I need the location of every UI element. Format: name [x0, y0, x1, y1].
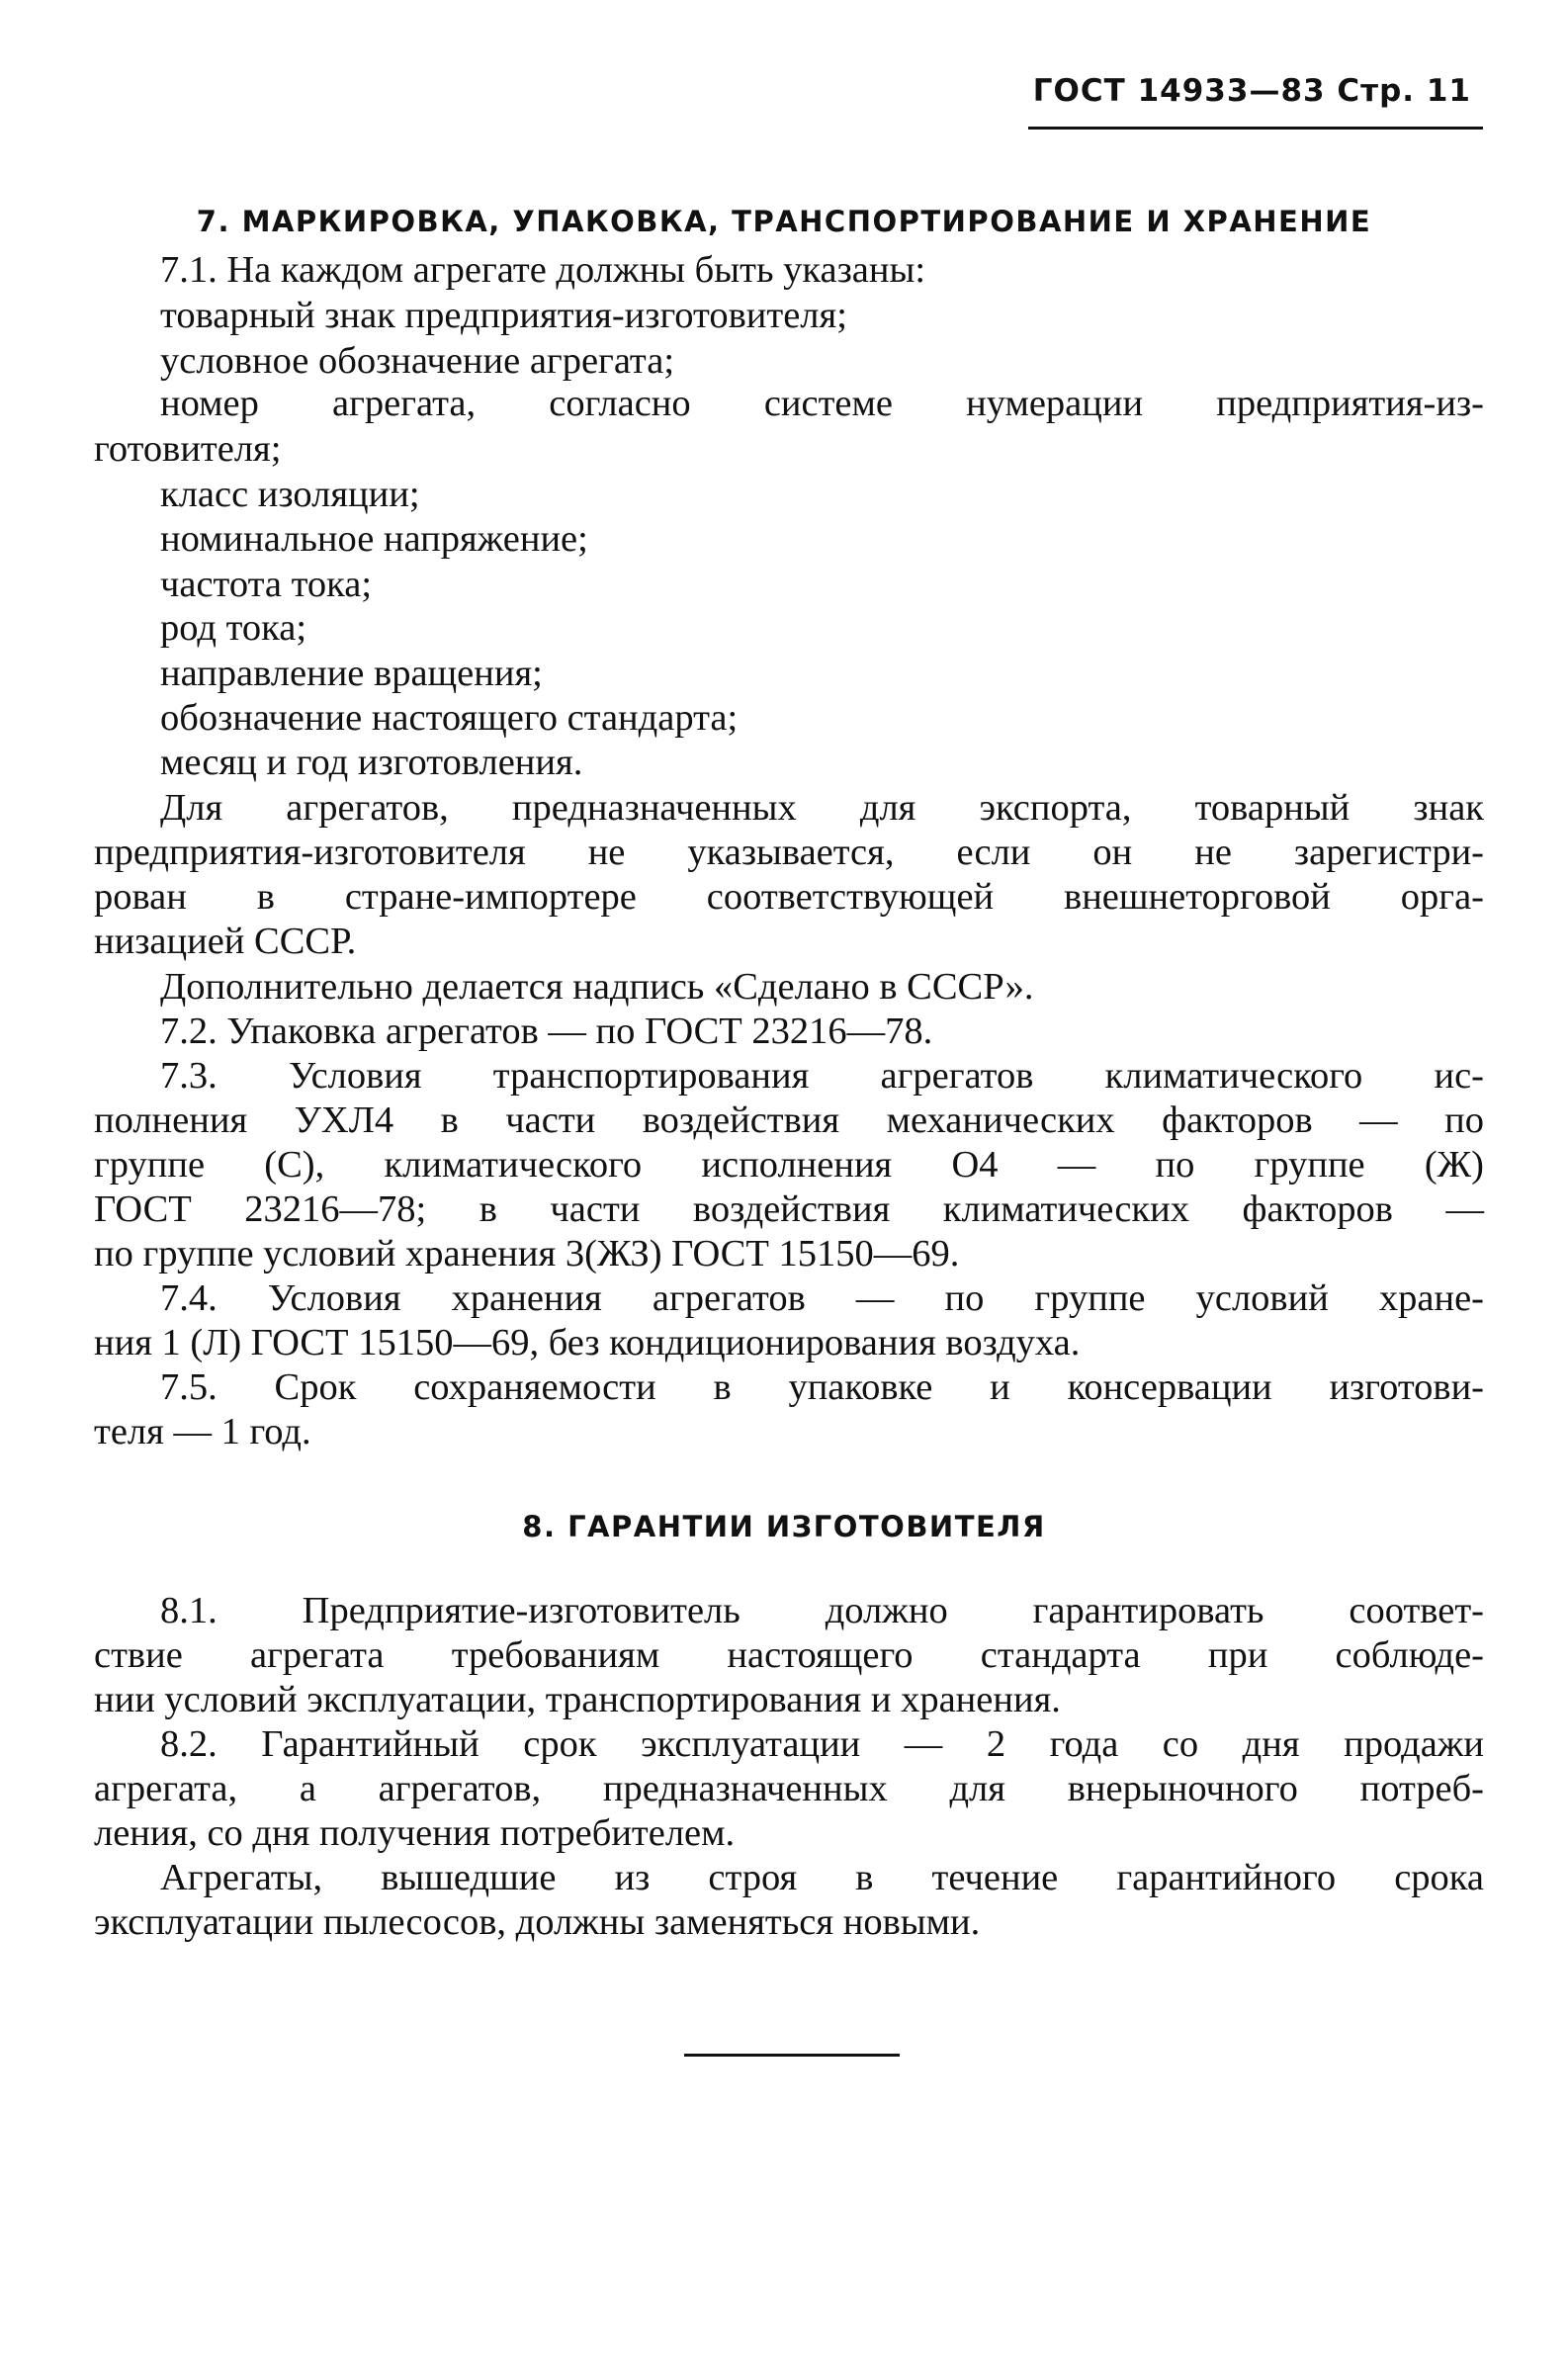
paragraph-7-1-line: 7.1. На каждом агрегате должны быть указаны:: [160, 249, 926, 291]
paragraph-7-3-line: ГОСТ 23216—78; в части воздействия климатических факторов —: [94, 1188, 1484, 1230]
section-8-title: 8. ГАРАНТИИ ИЗГОТОВИТЕЛЯ: [522, 1510, 1046, 1543]
list-item-designation: условное обозначение агрегата;: [160, 340, 675, 382]
paragraph-8-2-line: ления, со дня получения потребителем.: [94, 1812, 736, 1854]
list-item-manufacture-date: месяц и год изготовления.: [160, 742, 583, 783]
list-item-unit-number-cont: готовителя;: [94, 428, 282, 470]
paragraph-7-5-line: теля — 1 год.: [94, 1411, 311, 1452]
list-item-frequency: частота тока;: [160, 564, 373, 605]
list-item-trademark: товарный знак предприятия-изготовителя;: [160, 295, 847, 336]
paragraph-8-2-line: агрегата, а агрегатов, предназначенных для внерыночного потреб-: [94, 1768, 1484, 1809]
paragraph-7-5-line: 7.5. Срок сохраняемости в упаковке и консервации изготови-: [160, 1366, 1484, 1408]
list-item-unit-number: номер агрегата, согласно системе нумерации предприятия-из-: [160, 383, 1484, 424]
paragraph-8-2-line: 8.2. Гарантийный срок эксплуатации — 2 года со дня продажи: [160, 1723, 1484, 1765]
list-item-rotation: направление вращения;: [160, 653, 543, 694]
paragraph-replacement-line: эксплуатации пылесосов, должны заменяться новыми.: [94, 1901, 981, 1943]
paragraph-7-4-line: 7.4. Условия хранения агрегатов — по группе условий хране-: [160, 1277, 1484, 1319]
list-item-standard: обозначение настоящего стандарта;: [160, 697, 739, 739]
list-item-current-type: род тока;: [160, 607, 307, 649]
paragraph-7-2: 7.2. Упаковка агрегатов — по ГОСТ 23216—78.: [160, 1011, 933, 1052]
paragraph-made-in-ussr: Дополнительно делается надпись «Сделано в СССР».: [160, 966, 1034, 1008]
paragraph-export-line: низацией СССР.: [94, 921, 357, 962]
paragraph-export-line: рован в стране-импортере соответствующей внешнеторговой орга-: [94, 876, 1484, 918]
section-7-title: 7. МАРКИРОВКА, УПАКОВКА, ТРАНСПОРТИРОВАНИЕ И ХРАНЕНИЕ: [196, 205, 1372, 238]
header-rule: [1028, 127, 1483, 130]
paragraph-7-4-line: ния 1 (Л) ГОСТ 15150—69, без кондиционирования воздуха.: [94, 1322, 1081, 1363]
paragraph-8-1-line: ствие агрегата требованиям настоящего стандарта при соблюде-: [94, 1634, 1484, 1676]
running-header: ГОСТ 14933—83 Стр. 11: [1032, 73, 1471, 109]
paragraph-8-1-line: нии условий эксплуатации, транспортирования и хранения.: [94, 1679, 1061, 1720]
list-item-insulation-class: класс изоляции;: [160, 474, 420, 515]
paragraph-8-1-line: 8.1. Предприятие-изготовитель должно гарантировать соответ-: [160, 1590, 1484, 1631]
list-item-rated-voltage: номинальное напряжение;: [160, 518, 588, 560]
paragraph-replacement-line: Агрегаты, вышедшие из строя в течение гарантийного срока: [160, 1857, 1484, 1898]
paragraph-7-3-line: группе (С), климатического исполнения О4 — по группе (Ж): [94, 1144, 1484, 1186]
paragraph-export-line: Для агрегатов, предназначенных для экспорта, товарный знак: [160, 787, 1484, 829]
paragraph-export-line: предприятия-изготовителя не указывается, если он не зарегистри-: [94, 832, 1484, 873]
end-of-text-rule: [684, 2054, 900, 2057]
paragraph-7-3-line: полнения УХЛ4 в части воздействия механических факторов — по: [94, 1099, 1484, 1141]
paragraph-7-3-line: по группе условий хранения 3(ЖЗ) ГОСТ 15150—69.: [94, 1233, 960, 1274]
paragraph-7-3-line: 7.3. Условия транспортирования агрегатов климатического ис-: [160, 1055, 1484, 1097]
